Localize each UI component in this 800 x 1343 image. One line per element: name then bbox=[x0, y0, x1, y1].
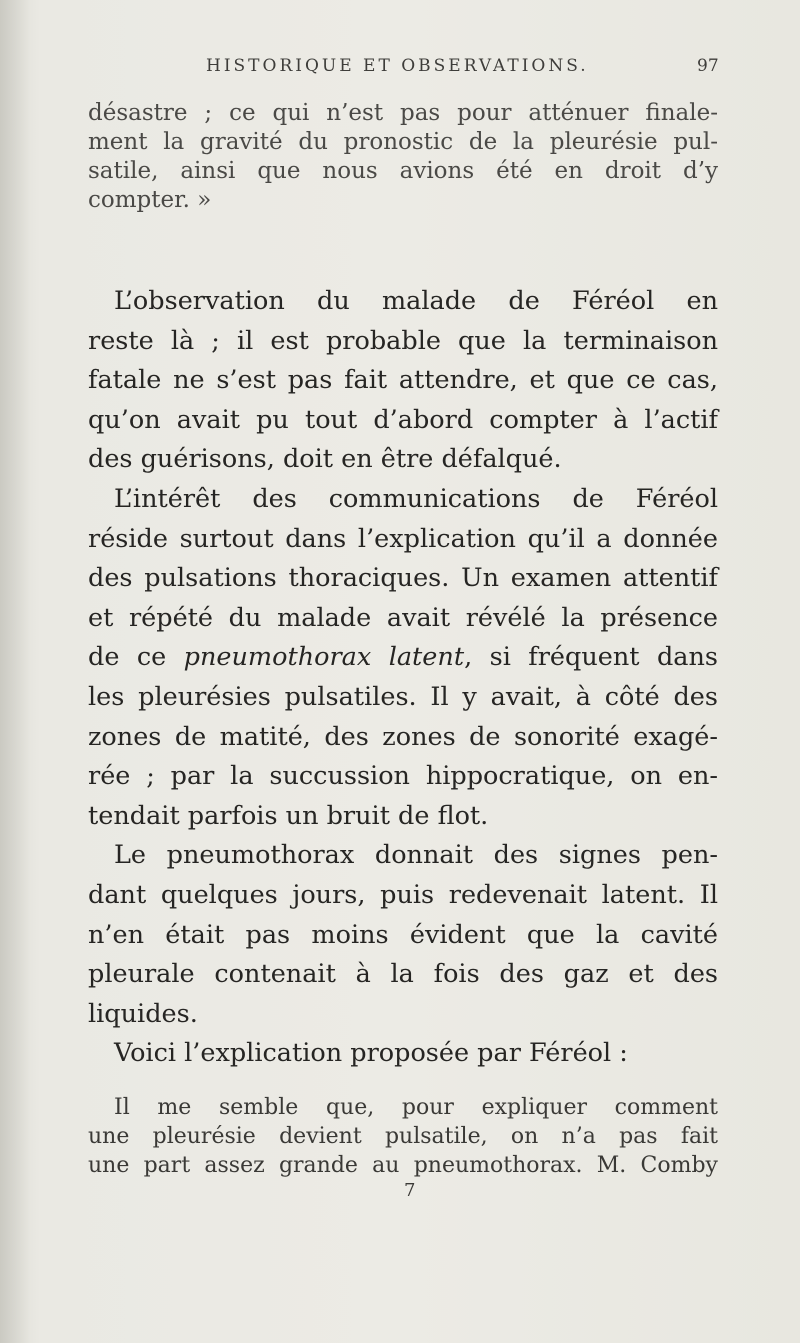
text-line: une pleurésie devient pulsatile, on n’a pas fait bbox=[88, 1124, 718, 1149]
text-segment: de ce bbox=[88, 642, 167, 673]
text-line: et répété du malade avait révélé la présence bbox=[88, 602, 718, 633]
main-text bbox=[88, 282, 718, 1074]
text-line: tendait parfois un bruit de flot. bbox=[88, 800, 489, 831]
running-title: HISTORIQUE ET OBSERVATIONS. bbox=[206, 56, 589, 76]
text-line: satile, ainsi que nous avions été en droit d’y bbox=[88, 158, 718, 184]
text-line: qu’on avait pu tout d’abord compter à l’actif bbox=[88, 404, 718, 435]
text-line: rée ; par la succussion hippocratique, on en- bbox=[88, 761, 718, 792]
text-line: L’intérêt des communications de Féréol bbox=[114, 483, 718, 514]
text-line: reste là ; il est probable que la terminaison bbox=[88, 325, 718, 356]
text-line: pleurale contenait à la fois des gaz et des bbox=[88, 959, 718, 990]
running-header bbox=[206, 56, 726, 76]
text-line: désastre ; ce qui n’est pas pour atténuer finale- bbox=[88, 100, 718, 126]
text-line: une part assez grande au pneumothorax. M. Comby bbox=[88, 1153, 718, 1178]
text-line: Voici l’explication proposée par Féréol : bbox=[114, 1038, 628, 1069]
text-line: des guérisons, doit en être défalqué. bbox=[88, 444, 562, 475]
signature-mark: 7 bbox=[404, 1180, 416, 1201]
text-line: ment la gravité du pronostic de la pleurésie pul- bbox=[88, 129, 718, 155]
text-line: des pulsations thoraciques. Un examen attentif bbox=[88, 563, 718, 594]
text-line: dant quelques jours, puis redevenait latent. Il bbox=[88, 879, 718, 910]
text-line: compter. » bbox=[88, 187, 212, 213]
text-line: Le pneumothorax donnait des signes pen- bbox=[114, 840, 718, 871]
text-line: liquides. bbox=[88, 998, 198, 1029]
text-line: zones de matité, des zones de sonorité exagé- bbox=[88, 721, 718, 752]
text-line bbox=[88, 638, 718, 678]
text-line: réside surtout dans l’explication qu’il a donnée bbox=[88, 523, 718, 554]
quoted-passage bbox=[88, 1093, 718, 1180]
text-line: les pleurésies pulsatiles. Il y avait, à côté des bbox=[88, 681, 718, 712]
quoted-paragraph bbox=[88, 99, 718, 215]
text-line: fatale ne s’est pas fait attendre, et que ce cas, bbox=[88, 365, 718, 396]
text-segment: , si fréquent dans bbox=[464, 642, 718, 673]
text-line: L’observation du malade de Féréol en bbox=[114, 286, 718, 316]
page-gutter-shadow bbox=[0, 0, 30, 1343]
page-number: 97 bbox=[697, 56, 719, 76]
text-line: Il me semble que, pour expliquer comment bbox=[114, 1095, 718, 1120]
text-line: n’en était pas moins évident que la cavité bbox=[88, 919, 718, 950]
italic-term: pneumothorax latent bbox=[183, 642, 465, 673]
